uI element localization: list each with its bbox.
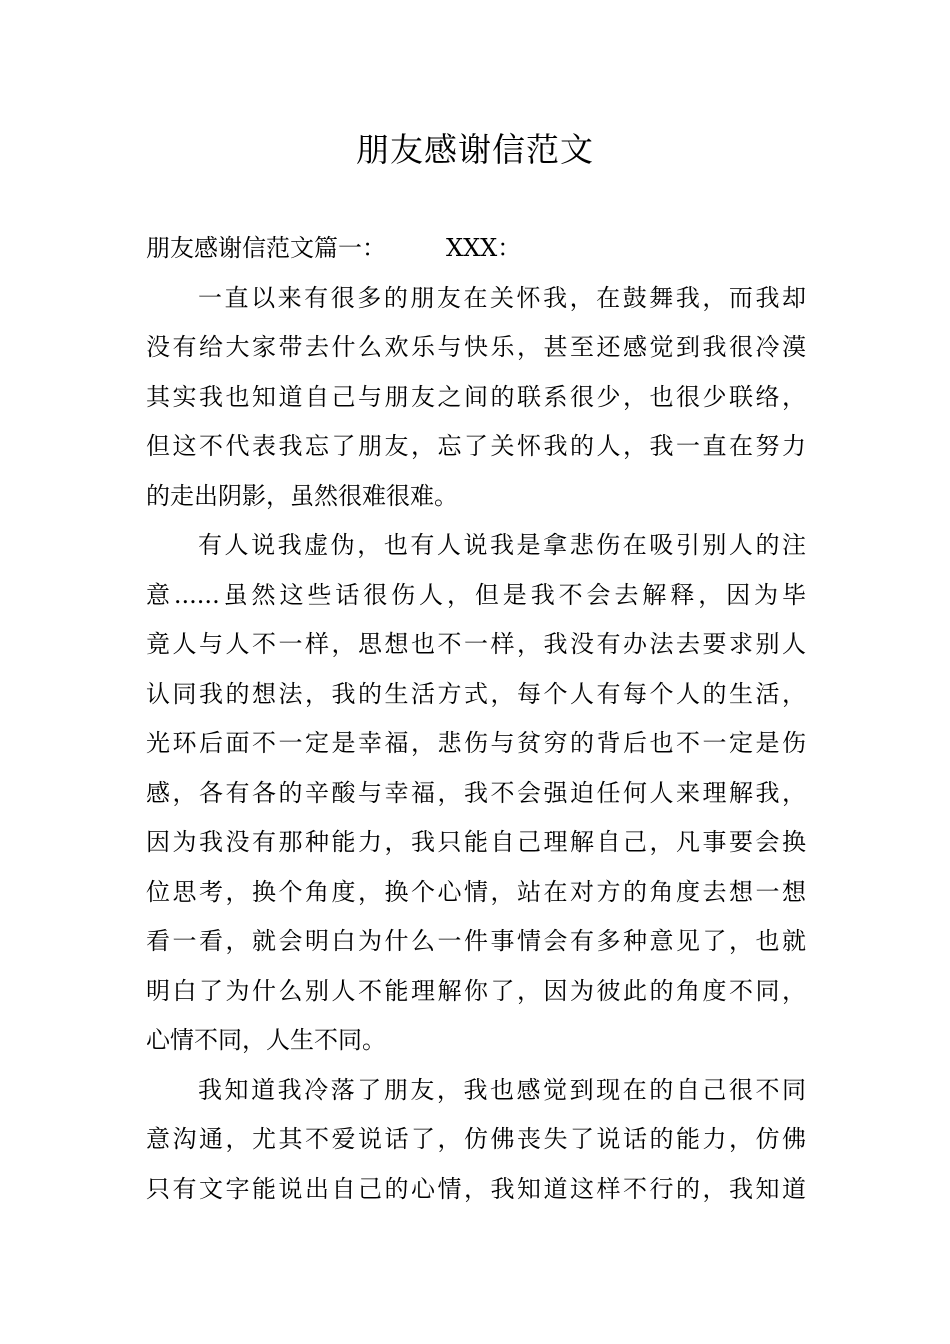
paragraph-line: 有人说我虚伪，也有人说我是拿悲伤在吸引别人的注 [198,531,806,559]
letter-heading [146,224,806,274]
paragraph-1 [146,274,806,522]
paragraph-line: 明白了为什么别人不能理解你了，因为彼此的角度不同， [146,976,806,1005]
paragraph-line: 心情不同，人生不同。 [146,1026,386,1054]
paragraph-line: 只有文字能说出自己的心情，我知道这样不行的，我知道 [146,1174,806,1203]
document-title: 朋友感谢信范文 [356,130,594,169]
paragraph-line: 但这不代表我忘了朋友，忘了关怀我的人，我一直在努力 [146,432,806,460]
paragraph-line: 一直以来有很多的朋友在关怀我，在鼓舞我，而我却 [198,283,806,312]
paragraph-line: 意......虽然这些话很伤人，但是我不会去解释，因为毕 [146,580,806,609]
paragraph-line: 位思考，换个角度，换个心情，站在对方的角度去想一想 [146,877,806,906]
paragraph-line: 看一看，就会明白为什么一件事情会有多种意见了，也就 [146,927,806,955]
paragraph-line: 因为我没有那种能力，我只能自己理解自己，凡事要会换 [146,828,806,856]
paragraph-line: 意沟通，尤其不爱说话了，仿佛丧失了说话的能力，仿佛 [146,1125,806,1153]
salutation: XXX： [446,234,522,262]
paragraph-2 [146,521,806,1066]
paragraph-line: 的走出阴影，虽然很难很难。 [146,481,458,510]
paragraph-line: 光环后面不一定是幸福，悲伤与贫穷的背后也不一定是伤 [146,729,806,757]
letter-body [146,224,806,1214]
paragraph-line: 没有给大家带去什么欢乐与快乐，甚至还感觉到我很冷漠 [146,333,806,361]
paragraph-line: 感，各有各的辛酸与幸福，我不会强迫任何人来理解我， [146,778,806,807]
paragraph-line: 其实我也知道自己与朋友之间的联系很少，也很少联络， [146,382,806,411]
paragraph-3 [146,1066,806,1215]
heading-label: 朋友感谢信范文篇一： [146,234,386,262]
paragraph-line: 竟人与人不一样，思想也不一样，我没有办法去要求别人 [146,630,806,658]
paragraph-line: 我知道我冷落了朋友，我也感觉到现在的自己很不同 [198,1075,806,1104]
paragraph-line: 认同我的想法，我的生活方式，每个人有每个人的生活， [146,679,806,708]
